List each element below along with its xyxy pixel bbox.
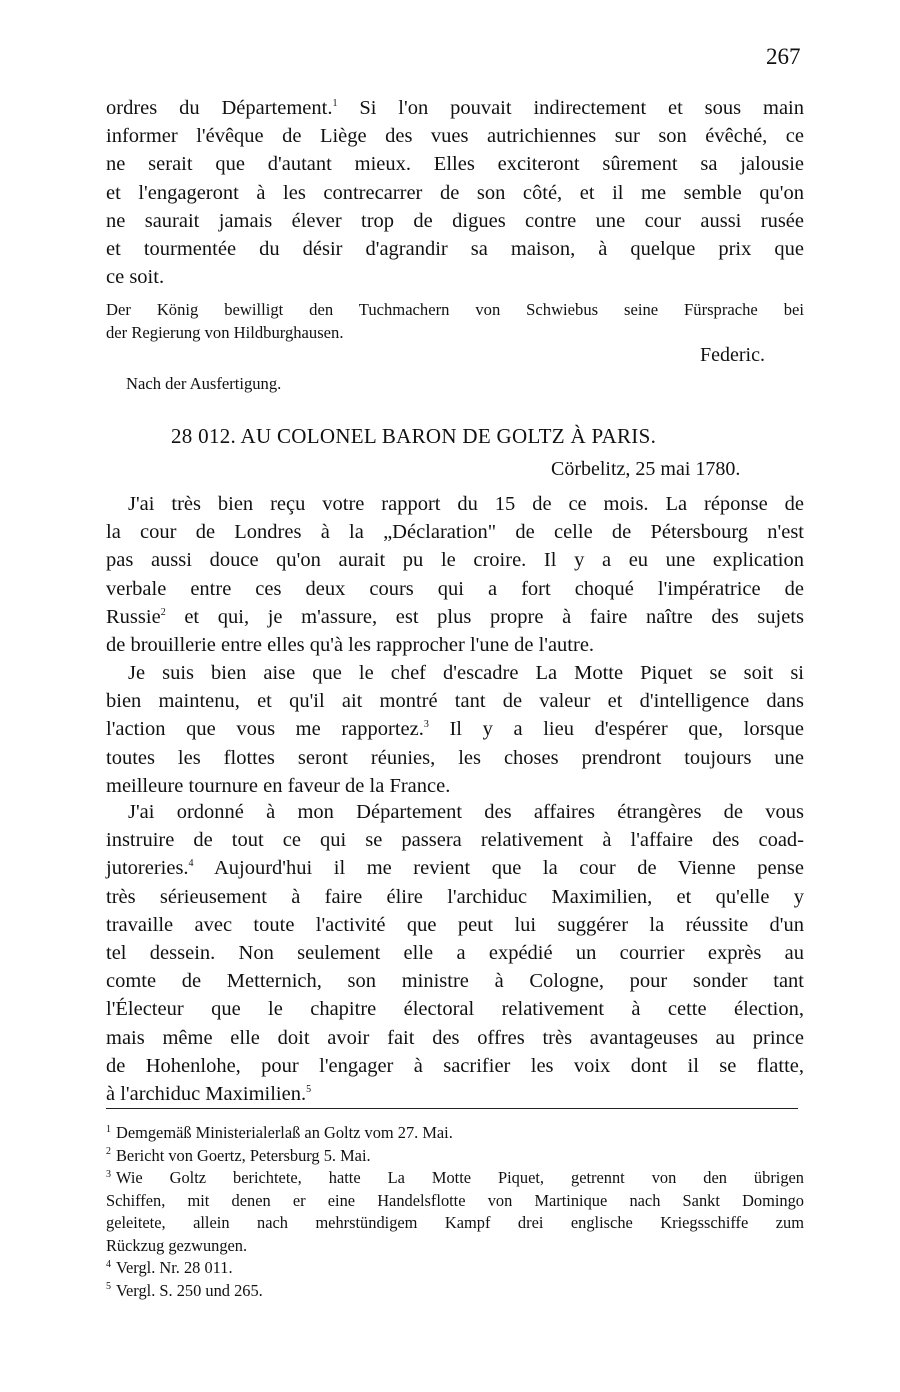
letter-dateline: Cörbelitz, 25 mai 1780. [551, 458, 741, 480]
text-line: tel dessein. Non seulement elle a expédié un courrier exprès au [106, 942, 804, 965]
footnote-divider [106, 1108, 798, 1109]
footnote-4: $^4$ Vergl. Nr. 28 011. [106, 1258, 233, 1277]
footnote-mark: 2 [106, 1146, 111, 1158]
intro-line: et l'engageront à les contrecarrer de son côté, et il me semble qu'on [106, 181, 804, 204]
intro-line: informer l'évêque de Liège des vues autrichiennes sur son évêché, ce [106, 125, 804, 148]
intro-paragraph [106, 94, 804, 291]
text-line: très sérieusement à faire élire l'archiduc Maximilien, et qu'elle y [106, 885, 804, 908]
page-number: 267 [766, 44, 801, 69]
letter-heading: 28 012. AU COLONEL BARON DE GOLTZ À PARIS. [171, 424, 657, 448]
text-line: de brouillerie entre elles qu'à les rapprocher l'une de l'autre. [106, 634, 595, 657]
text-line: de Hohenlohe, pour l'engager à sacrifier les voix dont il se flatte, [106, 1054, 804, 1077]
footnote-ref: 5 [306, 1084, 312, 1096]
footnote-ref: 1 [332, 98, 338, 110]
footnote-mark: 1 [106, 1123, 111, 1135]
footnote-mark: 3 [106, 1168, 111, 1180]
text-line: mais même elle doit avoir fait des offres très avantageuses au prince [106, 1026, 804, 1049]
text-line: Je suis bien aise que le chef d'escadre La Motte Piquet se soit si [128, 662, 804, 684]
letter-paragraph-1 [106, 490, 804, 659]
footnote-ref: 4 [188, 858, 194, 870]
text-line: jutoreries.$^4$ Aujourd'hui il me revient que la cour de Vienne pense [106, 857, 804, 880]
text-line: l'Électeur que le chapitre électoral relativement à cette élection, [106, 998, 804, 1021]
note-line: Der König bewilligt den Tuchmachern von Schwiebus seine Fürsprache bei [106, 300, 804, 319]
footnote-ref: 3 [423, 719, 429, 731]
intro-line: ne saurait jamais élever trop de digues contre une cour aussi rusée [106, 209, 804, 232]
footnote-2: $^2$ Bericht von Goertz, Petersburg 5. Mai. [106, 1145, 371, 1165]
intro-line: ce soit. [106, 266, 165, 289]
text-line: pas aussi douce qu'on aurait pu le croire. Il y a eu une explication [106, 549, 804, 572]
intro-line: ne serait que d'autant mieux. Elles exciteront sûrement sa jalousie [106, 153, 804, 176]
footnotes [106, 1122, 804, 1302]
intro-line: ordres du Département.$^1$ Si l'on pouvait indirectement et sous main [106, 97, 804, 119]
text-line: Russie$^2$ et qui, je m'assure, est plus propre à faire naître des sujets [106, 605, 804, 628]
footnote-5: $^5$ Vergl. S. 250 und 265. [106, 1280, 263, 1300]
footnote-3-line: Schiffen, mit denen er eine Handelsflotte von Martinique nach Sankt Domingo [106, 1190, 804, 1210]
text-line: travaille avec toute l'activité que peut lui suggérer la réussite d'un [106, 913, 804, 936]
footnote-3: $^3$ Wie Goltz berichtete, hatte La Motte Piquet, getrennt von den übrigen [106, 1168, 804, 1187]
footnote-3-line: geleitete, allein nach mehrstündigem Kampf drei englische Kriegsschiffe zum [106, 1213, 804, 1232]
text-line: verbale entre ces deux cours qui a fort choqué l'impératrice de [106, 577, 804, 600]
text-line: J'ai très bien reçu votre rapport du 15 de ce mois. La réponse de [128, 493, 804, 515]
text-line: instruire de tout ce qui se passera relativement à l'affaire des coad- [106, 829, 804, 852]
signature: Federic. [700, 344, 765, 366]
footnote-mark: 4 [106, 1258, 111, 1270]
text-line: la cour de Londres à la „Déclaration" de celle de Pétersbourg n'est [106, 521, 804, 544]
source-note: Nach der Ausfertigung. [126, 374, 282, 393]
footnote-1: $^1$ Demgemäß Ministerialerlaß an Goltz vom 27. Mai. [106, 1123, 453, 1142]
text-line: l'action que vous me rapportez.$^3$ Il y a lieu d'espérer que, lorsque [106, 718, 804, 741]
letter-paragraph-3 [106, 798, 804, 1108]
footnote-ref: 2 [160, 606, 166, 618]
note-line: der Regierung von Hildburghausen. [106, 323, 344, 342]
footnote-3-line: Rückzug gezwungen. [106, 1235, 248, 1255]
text-line: à l'archiduc Maximilien.$^5$ [106, 1083, 312, 1106]
text-line: comte de Metternich, son ministre à Cologne, pour sonder tant [106, 970, 804, 993]
editorial-note [106, 298, 804, 344]
letter-paragraph-2 [106, 659, 804, 800]
text-line: bien maintenu, et qu'il ait montré tant de valeur et d'intelligence dans [106, 690, 804, 713]
text-line: J'ai ordonné à mon Département des affaires étrangères de vous [128, 801, 804, 823]
text-line: meilleure tournure en faveur de la France. [106, 774, 451, 797]
intro-line: et tourmentée du désir d'agrandir sa maison, à quelque prix que [106, 238, 804, 261]
text-line: toutes les flottes seront réunies, les choses prendront toujours une [106, 746, 804, 769]
footnote-mark: 5 [106, 1281, 111, 1293]
